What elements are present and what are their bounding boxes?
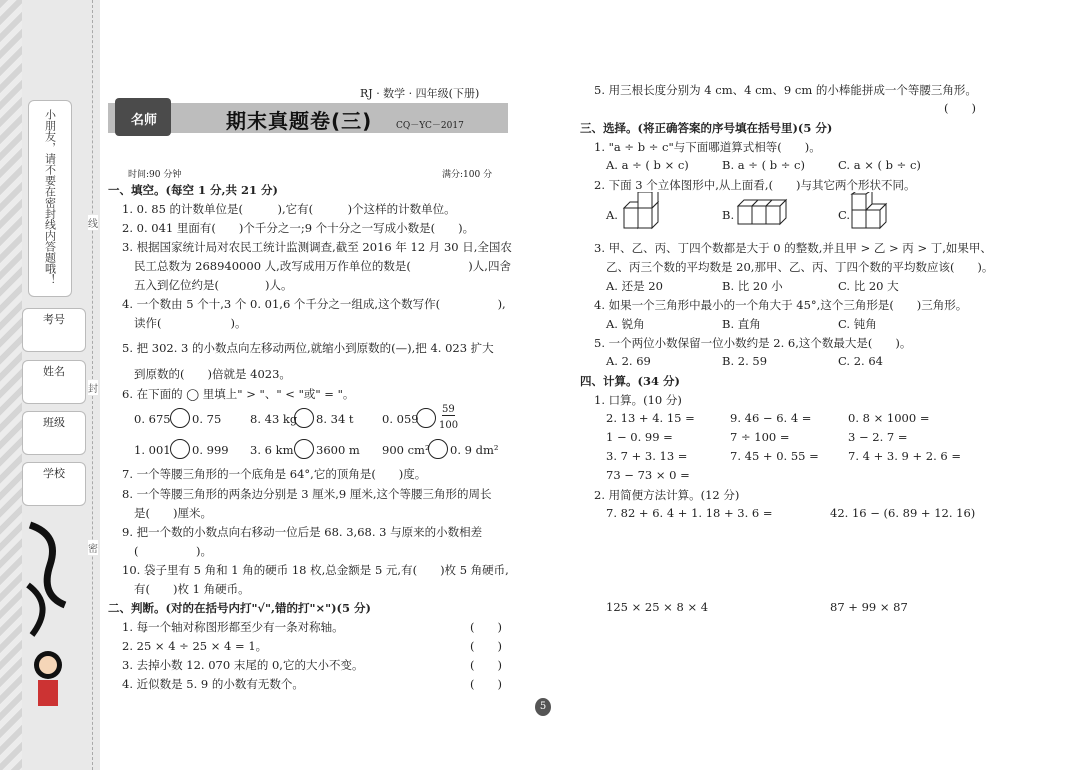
question-text: 2. 0. 041 里面有( )个千分之一;9 个十分之一写成小数是( )。: [122, 221, 475, 235]
option[interactable]: B. 比 20 小: [722, 279, 783, 293]
calc-item: 0. 8 × 1000 =: [848, 411, 930, 425]
section-heading: 四、计算。(34 分): [580, 374, 680, 388]
answer-paren[interactable]: ( ): [944, 101, 976, 115]
cube-figure-c-icon: [850, 192, 890, 230]
paper-code: CQ－YC－2017: [396, 121, 464, 131]
cut-label: 线: [88, 215, 98, 230]
question-text: 是( )厘米。: [134, 506, 212, 520]
question-text: 有( )枚 1 角硬币。: [134, 582, 250, 596]
option[interactable]: B.: [722, 208, 735, 222]
calc-item: 42. 16 − (6. 89 + 12. 16): [830, 506, 976, 520]
field-school[interactable]: 学校: [22, 462, 86, 506]
calc-item: 7. 4 + 3. 9 + 2. 6 =: [848, 449, 962, 463]
question-text: 五入到亿位约是( )人。: [134, 278, 293, 292]
option[interactable]: A. 锐角: [606, 317, 645, 331]
answer-paren[interactable]: ( ): [470, 677, 502, 691]
field-name[interactable]: 姓名: [22, 360, 86, 404]
compare-right: 0. 75: [192, 412, 222, 426]
compare-circle[interactable]: [170, 408, 190, 428]
question-text: 4. 一个数由 5 个十,3 个 0. 01,6 个千分之一组成,这个数写作( ),: [122, 297, 506, 311]
option[interactable]: C. 钝角: [838, 317, 877, 331]
cube-figure-b-icon: [736, 196, 788, 226]
judge-item: 4. 近似数是 5. 9 的小数有无数个。: [122, 677, 304, 691]
compare-left: 0. 059: [382, 412, 419, 426]
question-text: 3. 甲、乙、丙、丁四个数都是大于 0 的整数,并且甲 > 乙 > 丙 > 丁,如果甲、: [594, 241, 992, 255]
calc-item: 7. 82 + 6. 4 + 1. 18 + 3. 6 =: [606, 506, 773, 520]
calc-item: 7 ÷ 100 =: [730, 430, 790, 444]
question-text: 1. 0. 85 的计数单位是( ),它有( )个这样的计数单位。: [122, 202, 456, 216]
answer-paren[interactable]: ( ): [470, 658, 502, 672]
question-text: 4. 如果一个三角形中最小的一个角大于 45°,这个三角形是( )三角形。: [594, 298, 968, 312]
compare-left: 0. 675: [134, 412, 171, 426]
calc-item: 3 − 2. 7 =: [848, 430, 908, 444]
compare-circle[interactable]: [294, 439, 314, 459]
sidebar-pattern: [0, 0, 22, 770]
cut-label: 封: [88, 380, 98, 395]
calc-item: 9. 46 − 6. 4 =: [730, 411, 812, 425]
answer-paren[interactable]: ( ): [470, 620, 502, 634]
field-class[interactable]: 班级: [22, 411, 86, 455]
question-text: 5. 把 302. 3 的小数点向左移动两位,就缩小到原数的(—),把 4. 023 扩大: [122, 341, 494, 355]
cube-figure-a-icon: [622, 192, 668, 230]
compare-right: 0. 9 dm²: [450, 443, 499, 457]
option[interactable]: A. 2. 69: [606, 354, 651, 368]
section-heading: 三、选择。(将正确答案的序号填在括号里)(5 分): [580, 121, 833, 135]
question-text: 到原数的( )倍就是 4023。: [134, 367, 291, 381]
compare-circle[interactable]: [416, 408, 436, 428]
option[interactable]: C. 比 20 大: [838, 279, 899, 293]
compare-left: 1. 001: [134, 443, 171, 457]
question-text: 读作( )。: [134, 316, 247, 330]
brand-logo-icon: [20, 515, 80, 715]
question-text: 民工总数为 268940000 人,改写成用万作单位的数是( )人,四舍: [134, 259, 511, 273]
question-text: 5. 一个两位小数保留一位小数约是 2. 6,这个数最大是( )。: [594, 336, 912, 350]
compare-left: 3. 6 km: [250, 443, 294, 457]
calc-item: 1 − 0. 99 =: [606, 430, 673, 444]
brand-badge: 名师: [115, 98, 171, 136]
question-text: 8. 一个等腰三角形的两条边分别是 3 厘米,9 厘米,这个等腰三角形的周长: [122, 487, 492, 501]
option[interactable]: A. 还是 20: [606, 279, 663, 293]
question-text: 6. 在下面的 ◯ 里填上" > "、" < "或" = "。: [122, 387, 355, 401]
question-text: 9. 把一个数的小数点向右移动一位后是 68. 3,68. 3 与原来的小数相差: [122, 525, 483, 539]
calc-item: 87 + 99 × 87: [830, 600, 908, 614]
question-text: 1. "a ÷ b ÷ c"与下面哪道算式相等( )。: [594, 140, 821, 154]
compare-circle[interactable]: [428, 439, 448, 459]
page-number: 5: [535, 698, 551, 716]
question-text: 10. 袋子里有 5 角和 1 角的硬币 18 枚,总金额是 5 元,有( )枚 5 角硬币,: [122, 563, 509, 577]
calc-item: 125 × 25 × 8 × 4: [606, 600, 709, 614]
answer-paren[interactable]: ( ): [470, 639, 502, 653]
question-text: 7. 一个等腰三角形的一个底角是 64°,它的顶角是( )度。: [122, 467, 427, 481]
option[interactable]: B. a ÷ ( b ÷ c): [722, 158, 805, 172]
compare-circle[interactable]: [294, 408, 314, 428]
field-exam-number[interactable]: 考号: [22, 308, 86, 352]
compare-left: 8. 43 kg: [250, 412, 298, 426]
option[interactable]: C. a × ( b ÷ c): [838, 158, 921, 172]
page-title: 期末真题卷(三): [226, 109, 373, 133]
compare-circle[interactable]: [170, 439, 190, 459]
seal-notice: 小朋友，请不要在密封线内答题哦！: [28, 100, 72, 297]
compare-right: 0. 999: [192, 443, 229, 457]
judge-item: 3. 去掉小数 12. 070 末尾的 0,它的大小不变。: [122, 658, 364, 672]
calc-item: 3. 7 + 3. 13 =: [606, 449, 688, 463]
calc-item: 73 − 73 × 0 =: [606, 468, 690, 482]
compare-right: 8. 34 t: [316, 412, 354, 426]
compare-left: 900 cm²: [382, 443, 430, 457]
judge-item: 1. 每一个轴对称图形都至少有一条对称轴。: [122, 620, 344, 634]
question-text: 乙、丙三个数的平均数是 20,那甲、乙、丙、丁四个数的平均数应该( )。: [606, 260, 994, 274]
question-text: 3. 根据国家统计局对农民工统计监测调查,截至 2016 年 12 月 30 日,全国农: [122, 240, 512, 254]
section-heading: 一、填空。(每空 1 分,共 21 分): [108, 183, 278, 197]
compare-right: 3600 m: [316, 443, 360, 457]
question-text: ( )。: [134, 544, 212, 558]
option[interactable]: A. a ÷ ( b × c): [606, 158, 689, 172]
calc-item: 7. 45 + 0. 55 =: [730, 449, 819, 463]
score-label: 满分:100 分: [442, 170, 493, 180]
sub-heading: 2. 用简便方法计算。(12 分): [594, 488, 740, 502]
option[interactable]: C. 2. 64: [838, 354, 883, 368]
option[interactable]: B. 直角: [722, 317, 761, 331]
section-heading: 二、判断。(对的在括号内打"√",错的打"×")(5 分): [108, 601, 371, 615]
sub-heading: 1. 口算。(10 分): [594, 393, 682, 407]
sidebar: [0, 0, 100, 770]
judge-item: 5. 用三根长度分别为 4 cm、4 cm、9 cm 的小棒能拼成一个等腰三角形。: [594, 83, 977, 97]
option[interactable]: C.: [838, 208, 851, 222]
calc-item: 2. 13 + 4. 15 =: [606, 411, 695, 425]
course-label: RJ · 数学 · 四年级(下册): [360, 87, 480, 100]
fraction-denominator: 100: [439, 420, 459, 431]
fraction-numerator: 59: [442, 404, 455, 415]
judge-item: 2. 25 × 4 ÷ 25 × 4 = 1。: [122, 639, 268, 653]
option[interactable]: A.: [606, 208, 618, 222]
option[interactable]: B. 2. 59: [722, 354, 768, 368]
time-label: 时间:90 分钟: [128, 170, 182, 180]
cut-label: 密: [88, 540, 98, 555]
question-text: 2. 下面 3 个立体图形中,从上面看,( )与其它两个形状不同。: [594, 178, 916, 192]
